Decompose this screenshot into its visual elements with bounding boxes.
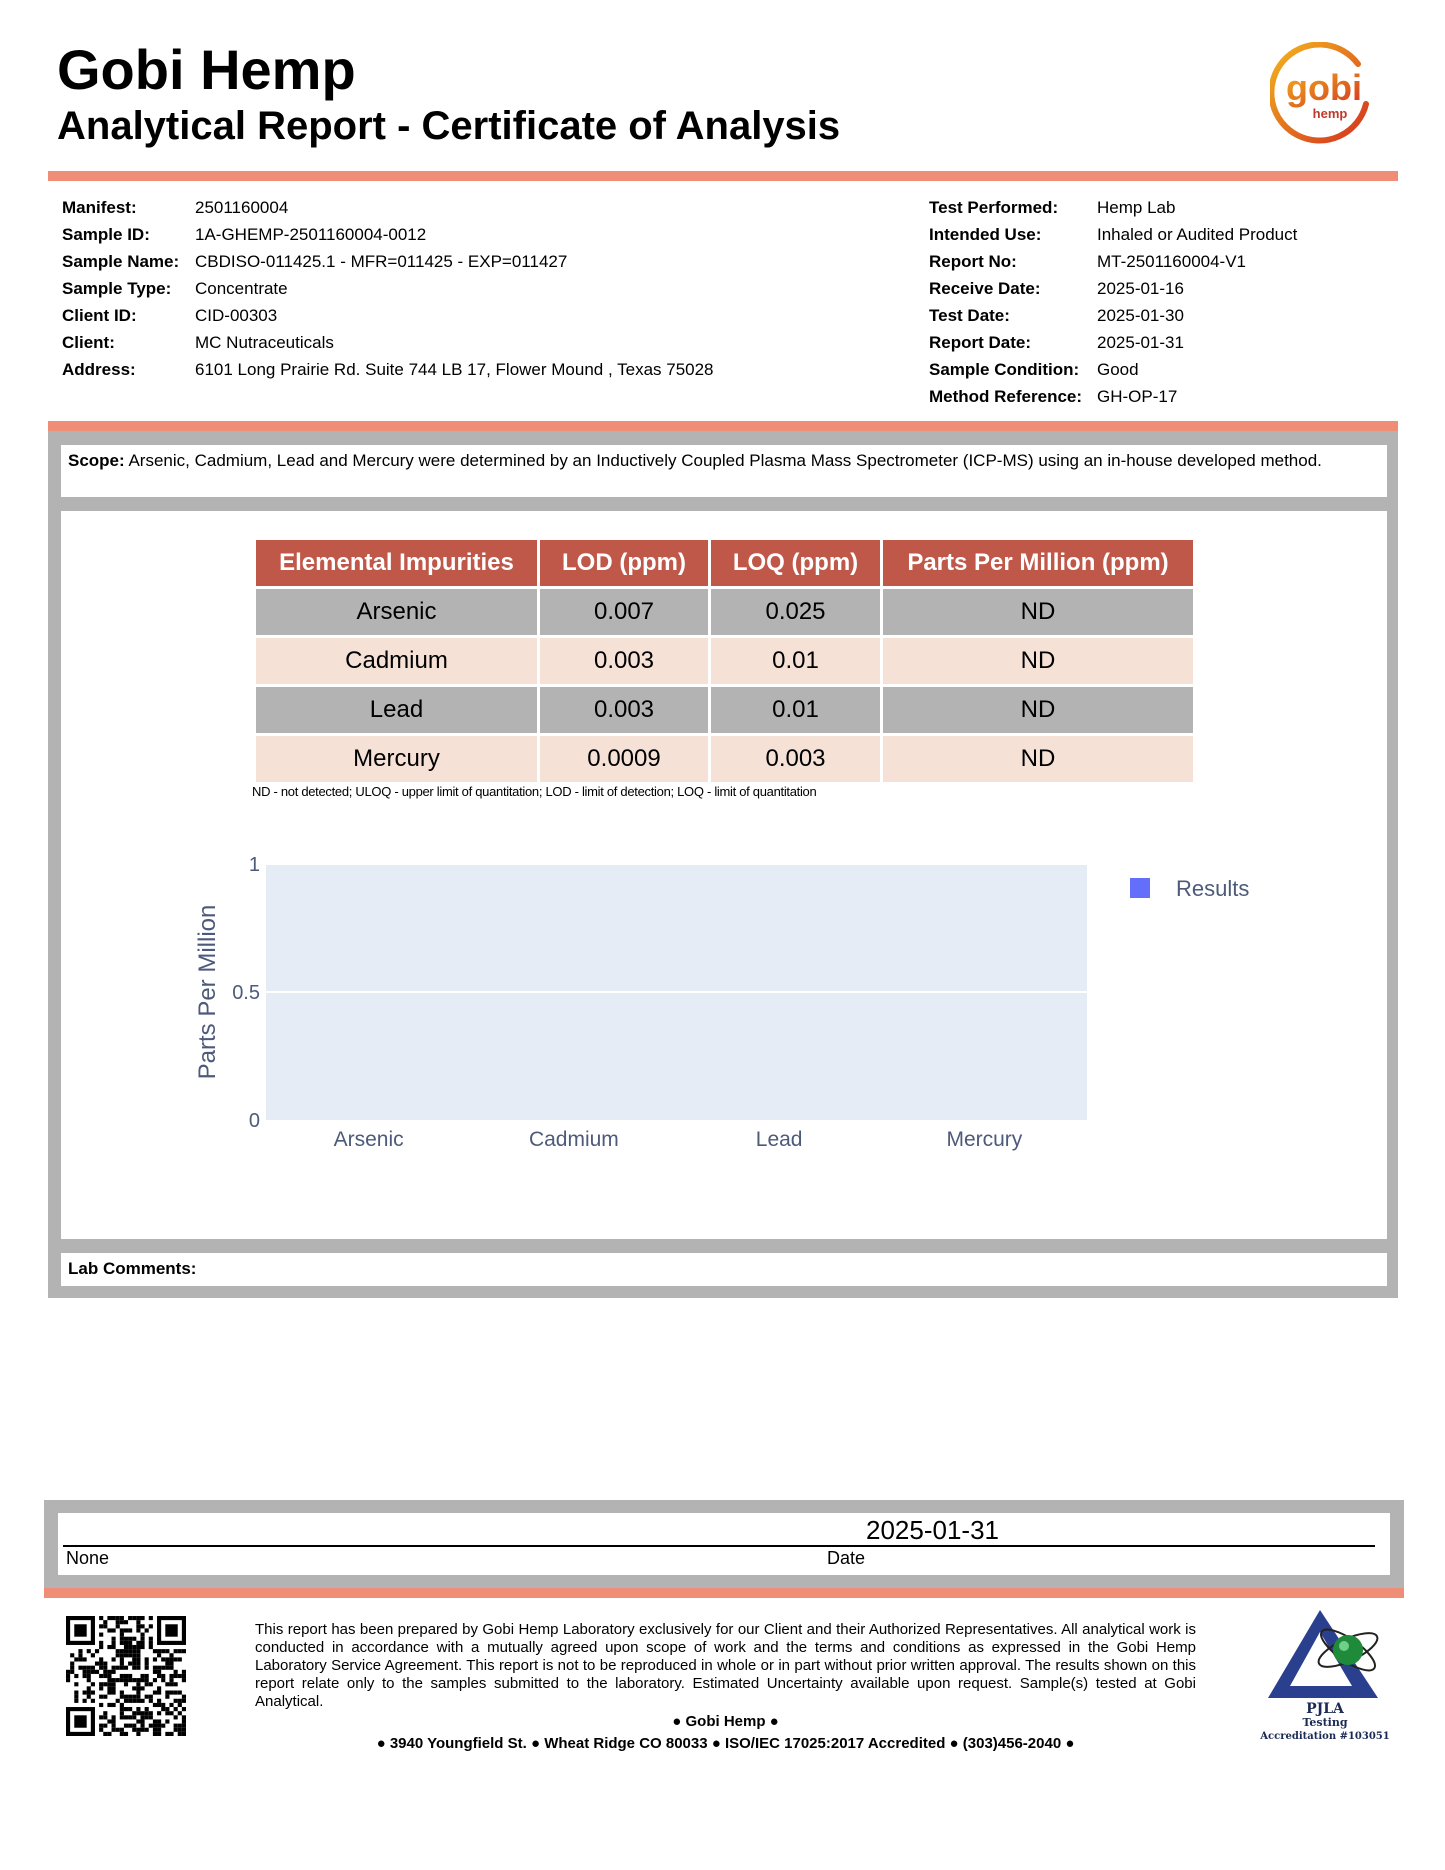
report-title: Analytical Report - Certificate of Analysis (57, 104, 841, 148)
scope-label: Scope: (68, 451, 125, 470)
chart-x-tick-label: Arsenic (333, 1128, 404, 1151)
info-value: 2025-01-31 (1097, 333, 1184, 352)
info-label: Test Date: (929, 306, 1010, 325)
info-row (929, 383, 1297, 410)
signature-date: 2025-01-31 (866, 1515, 999, 1545)
info-label: Receive Date: (929, 279, 1041, 298)
info-label: Report No: (929, 252, 1017, 271)
info-value: 1A-GHEMP-2501160004-0012 (195, 225, 427, 244)
cell-ppm: ND (883, 687, 1193, 733)
info-label: Client ID: (62, 306, 137, 325)
company-name: Gobi Hemp (57, 38, 356, 101)
table-row (256, 638, 1193, 684)
info-row (62, 302, 714, 329)
info-label: Report Date: (929, 333, 1032, 352)
results-bar-chart (180, 840, 1280, 1170)
info-value: 2501160004 (195, 198, 289, 217)
pjla-accreditation-text (1250, 1702, 1400, 1744)
cell-ppm: ND (883, 589, 1193, 635)
chart-legend-label: Results (1176, 876, 1250, 901)
info-label: Sample Type: (62, 279, 172, 298)
cell-element: Mercury (256, 736, 537, 782)
info-value: MC Nutraceuticals (195, 333, 334, 352)
chart-x-tick-label: Lead (755, 1128, 803, 1151)
cell-element: Lead (256, 687, 537, 733)
elemental-impurities-table (253, 537, 1196, 785)
cell-lod: 0.003 (540, 687, 708, 733)
info-row (62, 248, 714, 275)
cell-ppm: ND (883, 736, 1193, 782)
col-header-loq: LOQ (ppm) (711, 540, 880, 586)
table-header-row (256, 540, 1193, 586)
cell-loq: 0.003 (711, 736, 880, 782)
info-row (929, 302, 1297, 329)
info-row (62, 356, 714, 383)
signature-line (63, 1545, 1375, 1547)
cell-loq: 0.025 (711, 589, 880, 635)
pjla-testing: Testing (1302, 1716, 1348, 1729)
gobi-hemp-logo (1270, 42, 1380, 152)
logo-main-text: gobi (1286, 67, 1362, 108)
info-value: Concentrate (195, 279, 288, 298)
info-value: 2025-01-30 (1097, 306, 1184, 325)
info-value: Good (1097, 360, 1139, 379)
info-row (929, 248, 1297, 275)
info-label: Method Reference: (929, 387, 1083, 406)
info-label: Address: (62, 360, 136, 379)
signatory-name: None (66, 1548, 110, 1568)
cell-ppm: ND (883, 638, 1193, 684)
cell-loq: 0.01 (711, 638, 880, 684)
sample-info-left (62, 194, 714, 383)
chart-y-tick-label: 0 (248, 1110, 260, 1132)
cell-loq: 0.01 (711, 687, 880, 733)
cell-element: Arsenic (256, 589, 537, 635)
info-label: Sample ID: (62, 225, 150, 244)
info-value: Hemp Lab (1097, 198, 1176, 217)
scope-text: Arsenic, Cadmium, Lead and Mercury were determined by an Inductively Coupled Plasma Mass Spectrometer (ICP-MS) using an in-house developed method. (124, 451, 1322, 470)
cell-lod: 0.0009 (540, 736, 708, 782)
info-label: Manifest: (62, 198, 137, 217)
pjla-name: PJLA (1306, 1701, 1344, 1717)
signature-date-label: Date (827, 1548, 866, 1568)
info-value: 6101 Long Prairie Rd. Suite 744 LB 17, Flower Mound , Texas 75028 (195, 360, 714, 379)
info-value: GH-OP-17 (1097, 387, 1178, 406)
info-row (62, 329, 714, 356)
chart-legend-swatch (1130, 878, 1150, 898)
report-disclaimer: This report has been prepared by Gobi Hemp Laboratory exclusively for our Client and their Authorized Representatives. All analytical work is conducted in accordance with a mutually agreed upon scope of work and the terms and conditions as expressed in the Gobi Hemp Laboratory Service Agreement. This report is not to be reproduced in whole or in part without prior written approval. The results shown on this report relate only to the samples submitted to the laboratory. Estimated Uncertainty available upon request. Sample(s) tested at Gobi Analytical. (255, 1621, 1196, 1710)
sample-info-right (929, 194, 1297, 410)
chart-x-tick-label: Cadmium (528, 1128, 619, 1151)
info-value: CBDISO-011425.1 - MFR=011425 - EXP=011427 (195, 252, 568, 271)
table-row (256, 687, 1193, 733)
col-header-element: Elemental Impurities (256, 540, 537, 586)
footer-company: ● Gobi Hemp ● (672, 1713, 779, 1730)
info-row (929, 356, 1297, 383)
info-label: Client: (62, 333, 115, 352)
signature-panel (58, 1513, 1390, 1575)
info-row (929, 221, 1297, 248)
table-footnote: ND - not detected; ULOQ - upper limit of quantitation; LOD - limit of detection; LOQ - limit of quantitation (252, 784, 817, 799)
cell-element: Cadmium (256, 638, 537, 684)
info-value: Inhaled or Audited Product (1097, 225, 1298, 244)
info-value: MT-2501160004-V1 (1097, 252, 1247, 271)
cell-lod: 0.003 (540, 638, 708, 684)
info-row (929, 275, 1297, 302)
info-label: Test Performed: (929, 198, 1059, 217)
info-divider (48, 421, 1398, 431)
lab-comments-label: Lab Comments: (68, 1259, 197, 1278)
info-value: 2025-01-16 (1097, 279, 1184, 298)
info-value: CID-00303 (195, 306, 278, 325)
info-row (62, 194, 714, 221)
table-row (256, 589, 1193, 635)
footer-address: ● 3940 Youngfield St. ● Wheat Ridge CO 80033 ● ISO/IEC 17025:2017 Accredited ● (303)456-2040 ● (376, 1735, 1075, 1752)
logo-sub-text: hemp (1312, 106, 1348, 121)
col-header-ppm: Parts Per Million (ppm) (883, 540, 1193, 586)
scope-panel (61, 445, 1387, 497)
info-label: Sample Name: (62, 252, 180, 271)
info-row (62, 221, 714, 248)
info-row (929, 329, 1297, 356)
table-row (256, 736, 1193, 782)
signature-divider (44, 1588, 1404, 1598)
qr-code-icon[interactable] (66, 1616, 186, 1736)
chart-x-tick-label: Mercury (946, 1128, 1023, 1151)
lab-comments-panel (61, 1253, 1387, 1286)
info-label: Sample Condition: (929, 360, 1080, 379)
chart-y-tick-label: 0.5 (232, 982, 260, 1004)
pjla-accreditation-number: Accreditation #103051 (1260, 1731, 1390, 1742)
col-header-lod: LOD (ppm) (540, 540, 708, 586)
info-row (929, 194, 1297, 221)
header-divider (48, 171, 1398, 181)
info-label: Intended Use: (929, 225, 1042, 244)
chart-y-tick-label: 1 (248, 854, 260, 876)
cell-lod: 0.007 (540, 589, 708, 635)
chart-y-axis-label: Parts Per Million (194, 904, 221, 1080)
info-row (62, 275, 714, 302)
